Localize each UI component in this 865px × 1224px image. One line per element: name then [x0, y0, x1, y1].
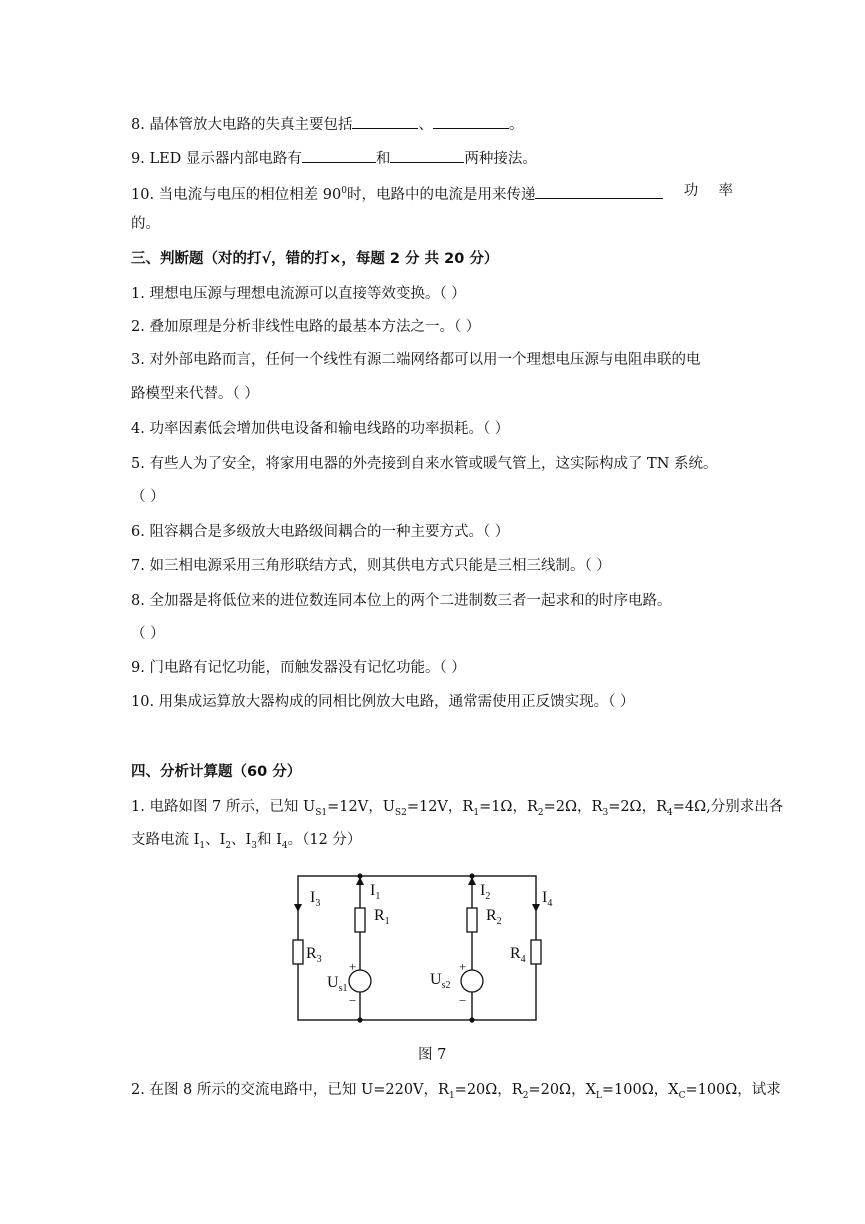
arrow-down-icon: [294, 904, 302, 912]
answer-blank[interactable]: [352, 113, 418, 129]
question-9: 9. LED 显示器内部电路有 和 两种接法。: [131, 147, 537, 169]
minus-sign: −: [459, 993, 467, 1008]
judgement-item: 10. 用集成运算放大器构成的同相比例放大电路，通常需使用正反馈实现。（ ）: [131, 694, 635, 710]
label-r2: $R_2$: [486, 907, 502, 927]
answer-blank[interactable]: [433, 113, 509, 129]
resistor-r3: [293, 940, 303, 964]
plus-sign: +: [459, 959, 467, 974]
label-us1: $U_{s1}$: [327, 974, 348, 994]
answer-blank[interactable]: [302, 147, 376, 163]
judgement-item: 9. 门电路有记忆功能，而触发器没有记忆功能。（ ）: [131, 660, 466, 676]
judgement-item: 8. 全加器是将低位来的进位数连同本位上的两个二进制数三者一起求和的时序电路。: [131, 593, 672, 609]
question-10-cont: 的。: [131, 216, 160, 232]
judgement-item: 3. 对外部电路而言，任何一个线性有源二端网络都可以用一个理想电压源与电阻串联的电: [131, 352, 701, 368]
judgement-item-cont: （ ）: [131, 489, 165, 505]
calc-question-1-cont: 支路电流 $I_1$、$I_2$、$I_3$和 $I_4$。（12 分）: [131, 832, 362, 851]
calc-question-2: 2. 在图 8 所示的交流电路中，已知 U=220V，$R_1=20\Omega$，$R_2=20\Omega$，$X_L=100\Omega$，$X_C=100\Omega$，试求: [131, 1082, 781, 1101]
judgement-item: 6. 阻容耦合是多级放大电路级间耦合的一种主要方式。（ ）: [131, 524, 510, 540]
section-title: 四、分析计算题（60 分）: [131, 764, 302, 780]
section-title: 三、判断题（对的打√，错的打×，每题 2 分 共 20 分）: [131, 251, 499, 267]
question-text: 9. LED 显示器内部电路有: [131, 151, 302, 167]
question-8: 8. 晶体管放大电路的失真主要包括 、 。: [131, 113, 523, 135]
label-us2: $U_{s2}$: [430, 971, 451, 991]
junction-dot: [469, 1017, 474, 1022]
arrow-down-icon: [532, 904, 540, 912]
circuit-wires: [298, 876, 536, 1020]
judgement-item: 5. 有些人为了安全，将家用电器的外壳接到自来水管或暖气管上，这实际构成了 TN 系统。: [131, 456, 718, 472]
label-i4: $I_4$: [542, 889, 553, 909]
answer-blank[interactable]: [535, 183, 663, 199]
arrow-up-icon: [468, 877, 476, 885]
label-r1: $R_1$: [374, 907, 390, 927]
junction-dot: [357, 1017, 362, 1022]
figure-caption: 图 7: [418, 1047, 447, 1063]
question-10: 10. 当电流与电压的相位相差 $90^0$时，电路中的电流是用来传递 功 率: [131, 183, 733, 203]
calc-question-1: 1. 电路如图 7 所示，已知 $U_{S1}=12V$，$U_{S2}=12V$，$R_1=1\Omega$，$R_2=2\Omega$，$R_3=2\Omega$，$R_4=4\Omega$,分别求出各: [131, 799, 784, 818]
circuit-diagram-figure-7: [280, 868, 570, 1038]
arrow-up-icon: [356, 877, 364, 885]
plus-sign: +: [349, 959, 357, 974]
resistor-r2: [467, 908, 477, 932]
question-text: 8. 晶体管放大电路的失真主要包括: [131, 117, 353, 133]
question-text: 10. 当电流与电压的相位相差 90: [131, 186, 342, 203]
minus-sign: −: [349, 993, 357, 1008]
resistor-r4: [531, 940, 541, 964]
answer-blank[interactable]: [390, 147, 464, 163]
label-r3: $R_3$: [306, 945, 322, 965]
judgement-item-cont: 路模型来代替。（ ）: [131, 386, 259, 402]
judgement-item: 7. 如三相电源采用三角形联结方式，则其供电方式只能是三相三线制。（ ）: [131, 558, 611, 574]
judgement-item: 1. 理想电压源与理想电流源可以直接等效变换。（ ）: [131, 286, 466, 302]
resistor-r1: [355, 908, 365, 932]
label-i2: $I_2$: [480, 882, 491, 902]
label-i1: $I_1$: [370, 882, 381, 902]
judgement-item: 2. 叠加原理是分析非线性电路的最基本方法之一。（ ）: [131, 319, 481, 335]
judgement-item-cont: （ ）: [131, 626, 165, 642]
label-r4: $R_4$: [510, 945, 526, 965]
judgement-item: 4. 功率因素低会增加供电设备和输电线路的功率损耗。（ ）: [131, 421, 510, 437]
label-i3: $I_3$: [310, 889, 321, 909]
